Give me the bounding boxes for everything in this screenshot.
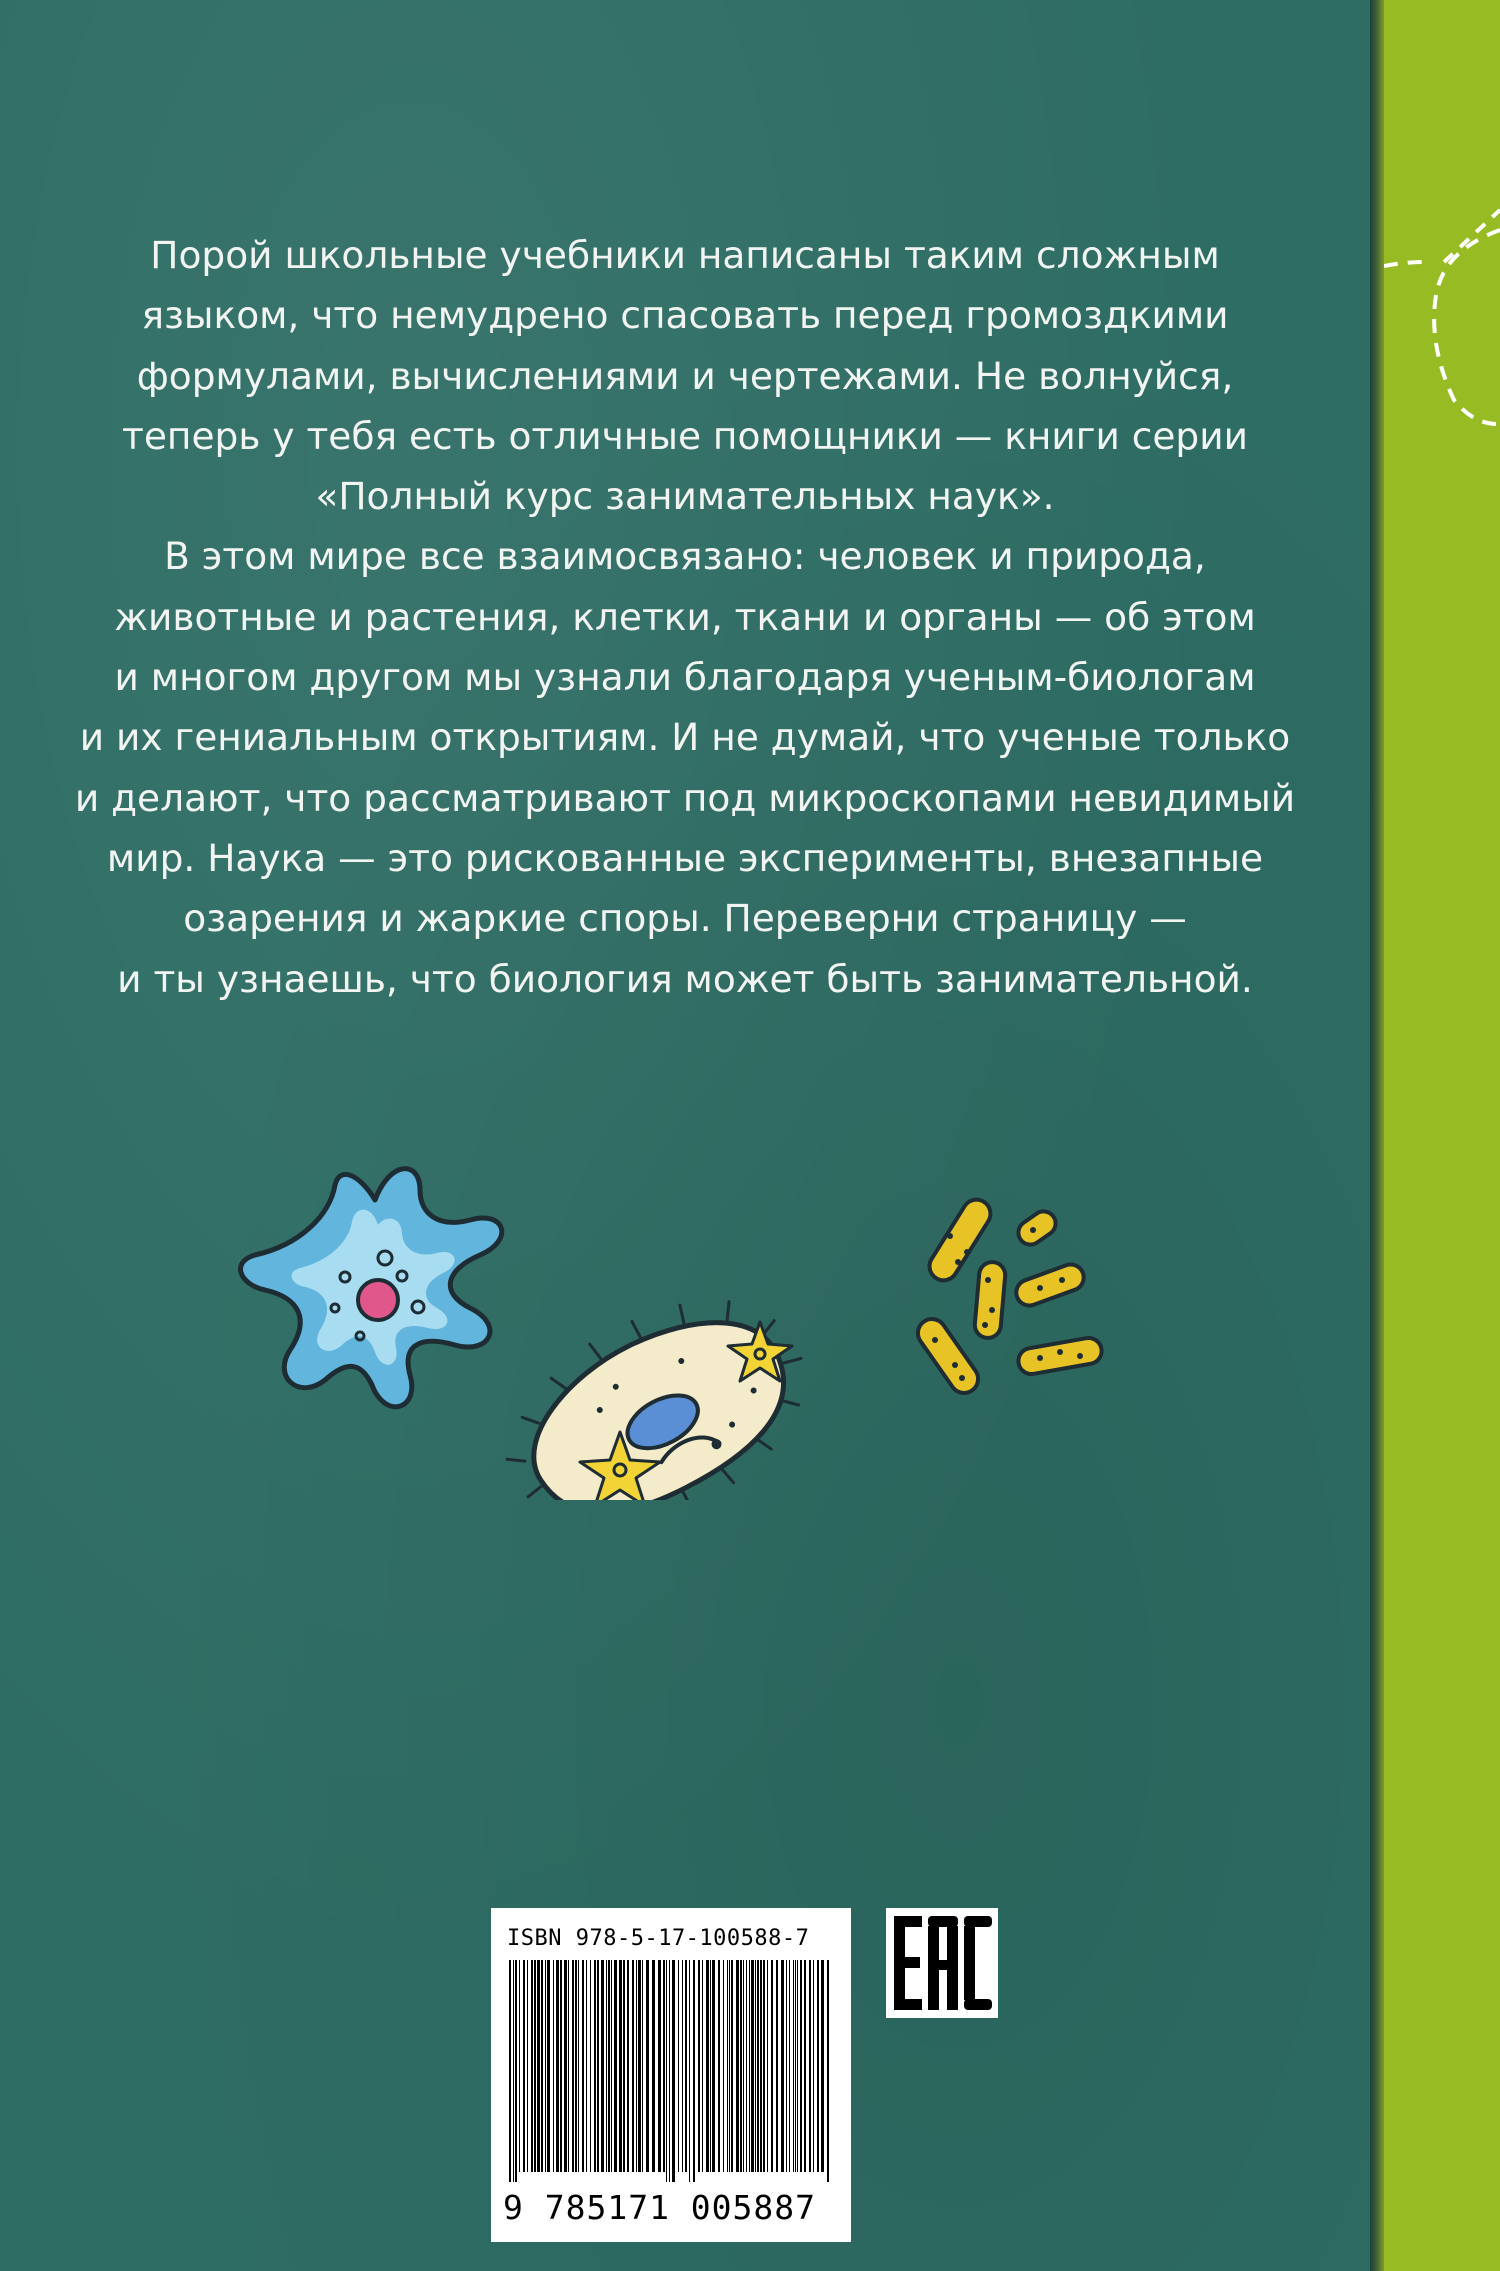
barcode-bar xyxy=(614,1960,617,2172)
barcode-bar xyxy=(568,1960,569,2172)
barcode-bar xyxy=(519,1960,520,2172)
barcode-bar xyxy=(797,1960,798,2172)
barcode-bar xyxy=(632,1960,634,2172)
barcode-bar xyxy=(575,1960,577,2172)
barcode-bar xyxy=(515,1960,517,2182)
barcode-bar xyxy=(743,1960,744,2172)
barcode-bar xyxy=(560,1960,562,2172)
barcode-bar xyxy=(663,1960,665,2172)
barcode-bar xyxy=(572,1960,574,2172)
isbn-barcode-box xyxy=(491,1908,851,2242)
barcode-bar xyxy=(531,1960,533,2172)
blurb-line: и многом другом мы узнали благодаря ученым-биологам xyxy=(114,655,1256,700)
barcode-bar xyxy=(809,1960,811,2172)
barcode-bar xyxy=(623,1960,625,2172)
barcode-bar xyxy=(746,1960,747,2172)
barcode-bar xyxy=(590,1960,591,2172)
barcode-bar xyxy=(586,1960,587,2172)
blurb-line: животные и растения, клетки, ткани и органы — об этом xyxy=(114,594,1256,639)
blurb-line: и делают, что рассматривают под микроскопами невидимый xyxy=(74,775,1296,820)
blurb-line: формулами, вычислениями и чертежами. Не волнуйся, xyxy=(136,353,1234,398)
barcode-bar xyxy=(827,1960,829,2182)
blurb-line: языком, что немудрено спасовать перед громоздкими xyxy=(141,293,1229,338)
barcode-bar xyxy=(627,1960,629,2172)
barcode-bar xyxy=(736,1960,739,2172)
blurb-line: Порой школьные учебники написаны таким сложным xyxy=(150,233,1220,277)
barcode-bar xyxy=(642,1960,643,2172)
barcode-bar xyxy=(678,1960,679,2172)
barcode-bar xyxy=(740,1960,742,2172)
barcode-bar xyxy=(534,1960,536,2172)
barcode-bar xyxy=(763,1960,765,2172)
barcode-bar xyxy=(760,1960,762,2172)
barcode-bar xyxy=(582,1960,584,2172)
barcode-bar xyxy=(804,1960,806,2172)
book-spine xyxy=(1384,0,1500,2271)
barcode-bar xyxy=(723,1960,724,2172)
barcode-digits: 9 785171 005887 xyxy=(503,2188,817,2227)
barcode-bar xyxy=(781,1960,784,2172)
bacteria-icon xyxy=(912,1194,1103,1398)
barcode-bar xyxy=(646,1960,649,2172)
amoeba-icon xyxy=(241,1169,502,1407)
blurb-line: и их гениальным открытиям. И не думай, что ученые только xyxy=(79,715,1291,760)
eac-mark-icon xyxy=(886,1908,998,2018)
blurb-line: В этом мире все взаимосвязано: человек и природа, xyxy=(164,534,1206,579)
barcode-bar xyxy=(786,1960,787,2172)
board-frame xyxy=(1370,0,1384,2271)
barcode-bar xyxy=(523,1960,525,2172)
barcode-bar xyxy=(658,1960,661,2172)
blurb-line: «Полный курс занимательных наук». xyxy=(315,474,1055,519)
barcode-bar xyxy=(638,1960,641,2172)
barcode-bar xyxy=(710,1960,711,2172)
barcode-bar xyxy=(800,1960,802,2172)
barcode-bar xyxy=(652,1960,655,2172)
barcode-bar xyxy=(672,1960,675,2182)
barcode-bar xyxy=(619,1960,622,2172)
barcode-bar xyxy=(771,1960,773,2172)
barcode-bar xyxy=(509,1960,511,2182)
barcode-bar xyxy=(702,1960,703,2172)
dashed-circle-icon xyxy=(1384,0,1500,2271)
barcode-bar xyxy=(537,1960,540,2172)
barcode-bar xyxy=(636,1960,637,2172)
isbn-number: ISBN 978-5-17-100588-7 xyxy=(507,1926,810,1951)
barcode-bar xyxy=(712,1960,715,2172)
blurb-line: теперь у тебя есть отличные помощники — книги серии xyxy=(122,413,1248,458)
barcode-bar xyxy=(541,1960,543,2172)
barcode-bar xyxy=(666,1960,667,2182)
barcode-bar xyxy=(789,1960,790,2172)
barcode-bar xyxy=(527,1960,528,2172)
barcode-bar xyxy=(817,1960,819,2172)
barcode-bar xyxy=(698,1960,700,2172)
barcode-bar xyxy=(751,1960,754,2172)
barcode-bar xyxy=(513,1960,514,2182)
barcode-bar xyxy=(547,1960,550,2172)
barcode-bar xyxy=(693,1960,695,2182)
barcode-bar xyxy=(597,1960,599,2172)
blurb-line: и ты узнаешь, что биология может быть занимательной. xyxy=(117,956,1253,1001)
blurb-line: мир. Наука — это рискованные эксперименты, внезапные xyxy=(106,835,1264,880)
barcode-bar xyxy=(706,1960,709,2172)
barcode-bar xyxy=(594,1960,596,2172)
barcode-bar xyxy=(821,1960,824,2172)
barcode-bar xyxy=(795,1960,796,2172)
barcode-bar xyxy=(776,1960,778,2172)
barcode-bar xyxy=(685,1960,687,2172)
barcode-bar xyxy=(564,1960,567,2172)
blurb-line: озарения и жаркие споры. Переверни страницу — xyxy=(183,896,1187,941)
barcode-bar xyxy=(689,1960,690,2182)
barcode-bar xyxy=(755,1960,756,2172)
barcode-bar xyxy=(682,1960,683,2172)
barcode-bar xyxy=(718,1960,720,2172)
barcode-bar xyxy=(749,1960,750,2172)
barcode-bar xyxy=(793,1960,794,2172)
barcode-bar xyxy=(757,1960,759,2172)
barcode-bar xyxy=(727,1960,728,2172)
barcode-bar xyxy=(731,1960,733,2172)
barcode-bar xyxy=(669,1960,670,2182)
barcode-bar xyxy=(611,1960,612,2172)
barcode-bar xyxy=(606,1960,607,2172)
barcode-bar xyxy=(553,1960,554,2172)
barcode-icon xyxy=(505,1960,837,2182)
barcode-bar xyxy=(545,1960,546,2172)
barcode-bar xyxy=(578,1960,579,2172)
barcode-bar xyxy=(813,1960,814,2172)
barcode-bar xyxy=(608,1960,610,2172)
barcode-bar xyxy=(601,1960,604,2172)
barcode-bar xyxy=(556,1960,559,2172)
barcode-bar xyxy=(729,1960,730,2172)
eac-mark xyxy=(886,1908,998,2018)
barcode-bar xyxy=(767,1960,768,2172)
